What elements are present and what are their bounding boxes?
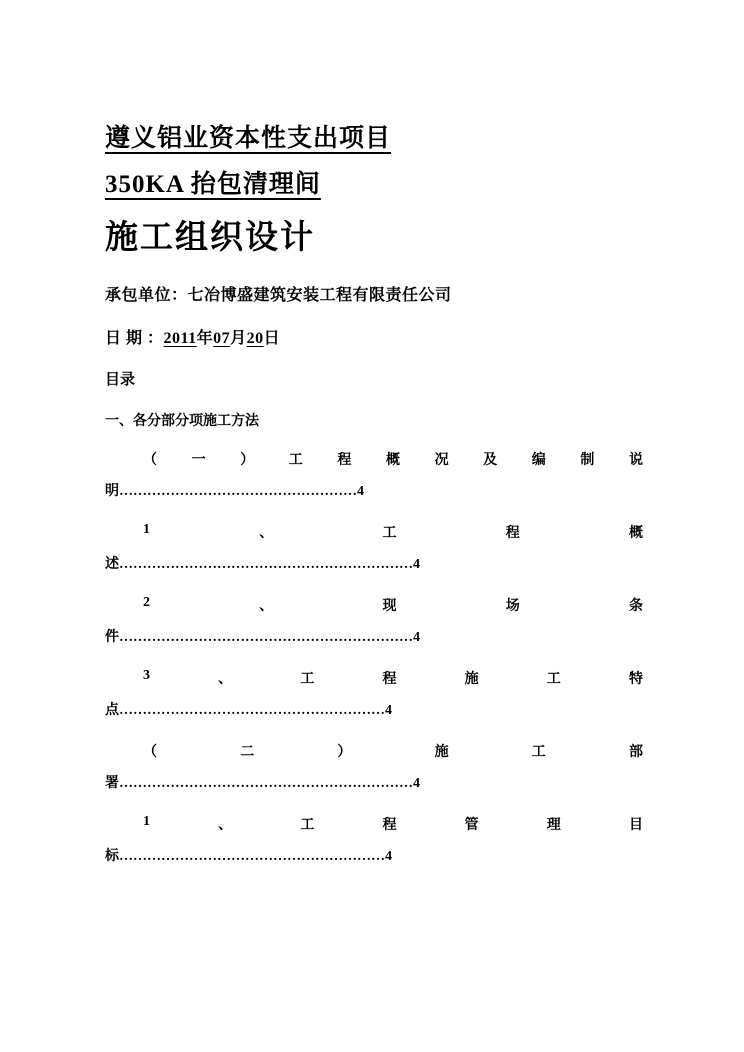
toc-entry-line-2: 述………………………………………………………4	[105, 557, 420, 572]
document-title-line-3: 施工组织设计	[105, 220, 315, 256]
toc-entry[interactable]	[105, 741, 645, 792]
toc-entry-char: 概	[629, 526, 643, 541]
toc-entry-char: 场	[505, 599, 520, 614]
toc-entry-line-1	[105, 814, 645, 834]
toc-entry-line-1	[105, 449, 645, 469]
toc-entry-char: 2	[143, 595, 150, 610]
toc-entry-char: 、	[218, 672, 233, 687]
document-title-line-1: 遵义铝业资本性支出项目	[105, 125, 392, 152]
toc-entry-char: 理	[546, 818, 561, 833]
toc-entry-char: 况	[434, 453, 449, 468]
date-year-unit: 年	[196, 330, 214, 347]
toc-entry-char: 特	[628, 672, 643, 687]
date-month: 07	[213, 330, 231, 347]
toc-entry-line-1	[105, 522, 645, 542]
toc-entry-line-2: 件………………………………………………………4	[105, 630, 420, 645]
toc-entry-char: 一	[191, 453, 206, 468]
date-day-unit: 日	[263, 330, 281, 347]
toc-entry[interactable]	[105, 595, 645, 646]
toc-entry-char: 工	[300, 818, 315, 833]
toc-entry-char: 1	[143, 522, 150, 537]
toc-entry-char: 施	[464, 672, 479, 687]
document-content	[105, 126, 645, 887]
toc-entry[interactable]	[105, 522, 645, 573]
toc-entry-char: 及	[483, 453, 498, 468]
toc-entry-char: 概	[385, 453, 400, 468]
toc-entry-line-1	[105, 595, 645, 615]
toc-entry-line-1	[105, 668, 645, 688]
toc-entry-char: 制	[580, 453, 595, 468]
toc-entry-line-1	[105, 741, 645, 761]
toc-entry-char: （	[143, 745, 157, 760]
toc-entry-char: 程	[382, 672, 397, 687]
toc-entry-char: 工	[382, 526, 397, 541]
toc-entry[interactable]	[105, 668, 645, 719]
toc-section-heading: 一、各分部分项施工方法	[105, 414, 259, 429]
toc-entry-char: 程	[382, 818, 397, 833]
toc-entry-line-2: 署………………………………………………………4	[105, 776, 420, 791]
toc-entry-char: 条	[629, 599, 643, 614]
toc-entry-char: 、	[259, 526, 274, 541]
toc-entry-char: 3	[143, 668, 150, 683]
toc-entry-char: 、	[218, 818, 233, 833]
contractor-line: 承包单位：七冶博盛建筑安装工程有限责任公司	[105, 287, 452, 304]
toc-entry-char: 部	[628, 745, 643, 760]
date-month-unit: 月	[230, 330, 247, 347]
toc-entry-char: 1	[143, 814, 150, 829]
toc-entry-char: ）	[337, 745, 352, 760]
toc-entry-char: （	[143, 453, 157, 468]
toc-entry-line-2: 点…………………………………………………4	[105, 703, 392, 718]
toc-entry-line-2: 标…………………………………………………4	[105, 849, 392, 864]
toc-entry-char: 工	[546, 672, 561, 687]
toc-entry-char: 工	[288, 453, 303, 468]
toc-list	[105, 449, 645, 865]
toc-entry-char: 二	[240, 745, 255, 760]
toc-entry-line-2: 明……………………………………………4	[105, 484, 364, 499]
title-row-2	[105, 172, 645, 197]
toc-entry-char: ）	[240, 453, 255, 468]
document-title-line-2: 350KA 抬包清理间	[105, 171, 321, 198]
date-line	[105, 325, 645, 348]
toc-entry-char: 编	[531, 453, 546, 468]
toc-entry[interactable]	[105, 814, 645, 865]
toc-heading: 目录	[105, 372, 136, 388]
toc-entry-char: 程	[337, 453, 352, 468]
toc-entry-char: 施	[434, 745, 449, 760]
toc-entry[interactable]	[105, 449, 645, 500]
toc-entry-char: 工	[300, 672, 315, 687]
toc-entry-char: 管	[464, 818, 479, 833]
date-day: 20	[246, 330, 264, 347]
toc-entry-char: 目	[628, 818, 643, 833]
toc-entry-char: 工	[531, 745, 546, 760]
date-label: 日 期 ：	[105, 330, 164, 347]
toc-entry-char: 程	[505, 526, 520, 541]
title-row-1	[105, 126, 645, 151]
date-year: 2011	[163, 330, 197, 347]
toc-entry-char: 、	[259, 599, 274, 614]
toc-entry-char: 现	[382, 599, 397, 614]
toc-entry-char: 说	[628, 453, 643, 468]
